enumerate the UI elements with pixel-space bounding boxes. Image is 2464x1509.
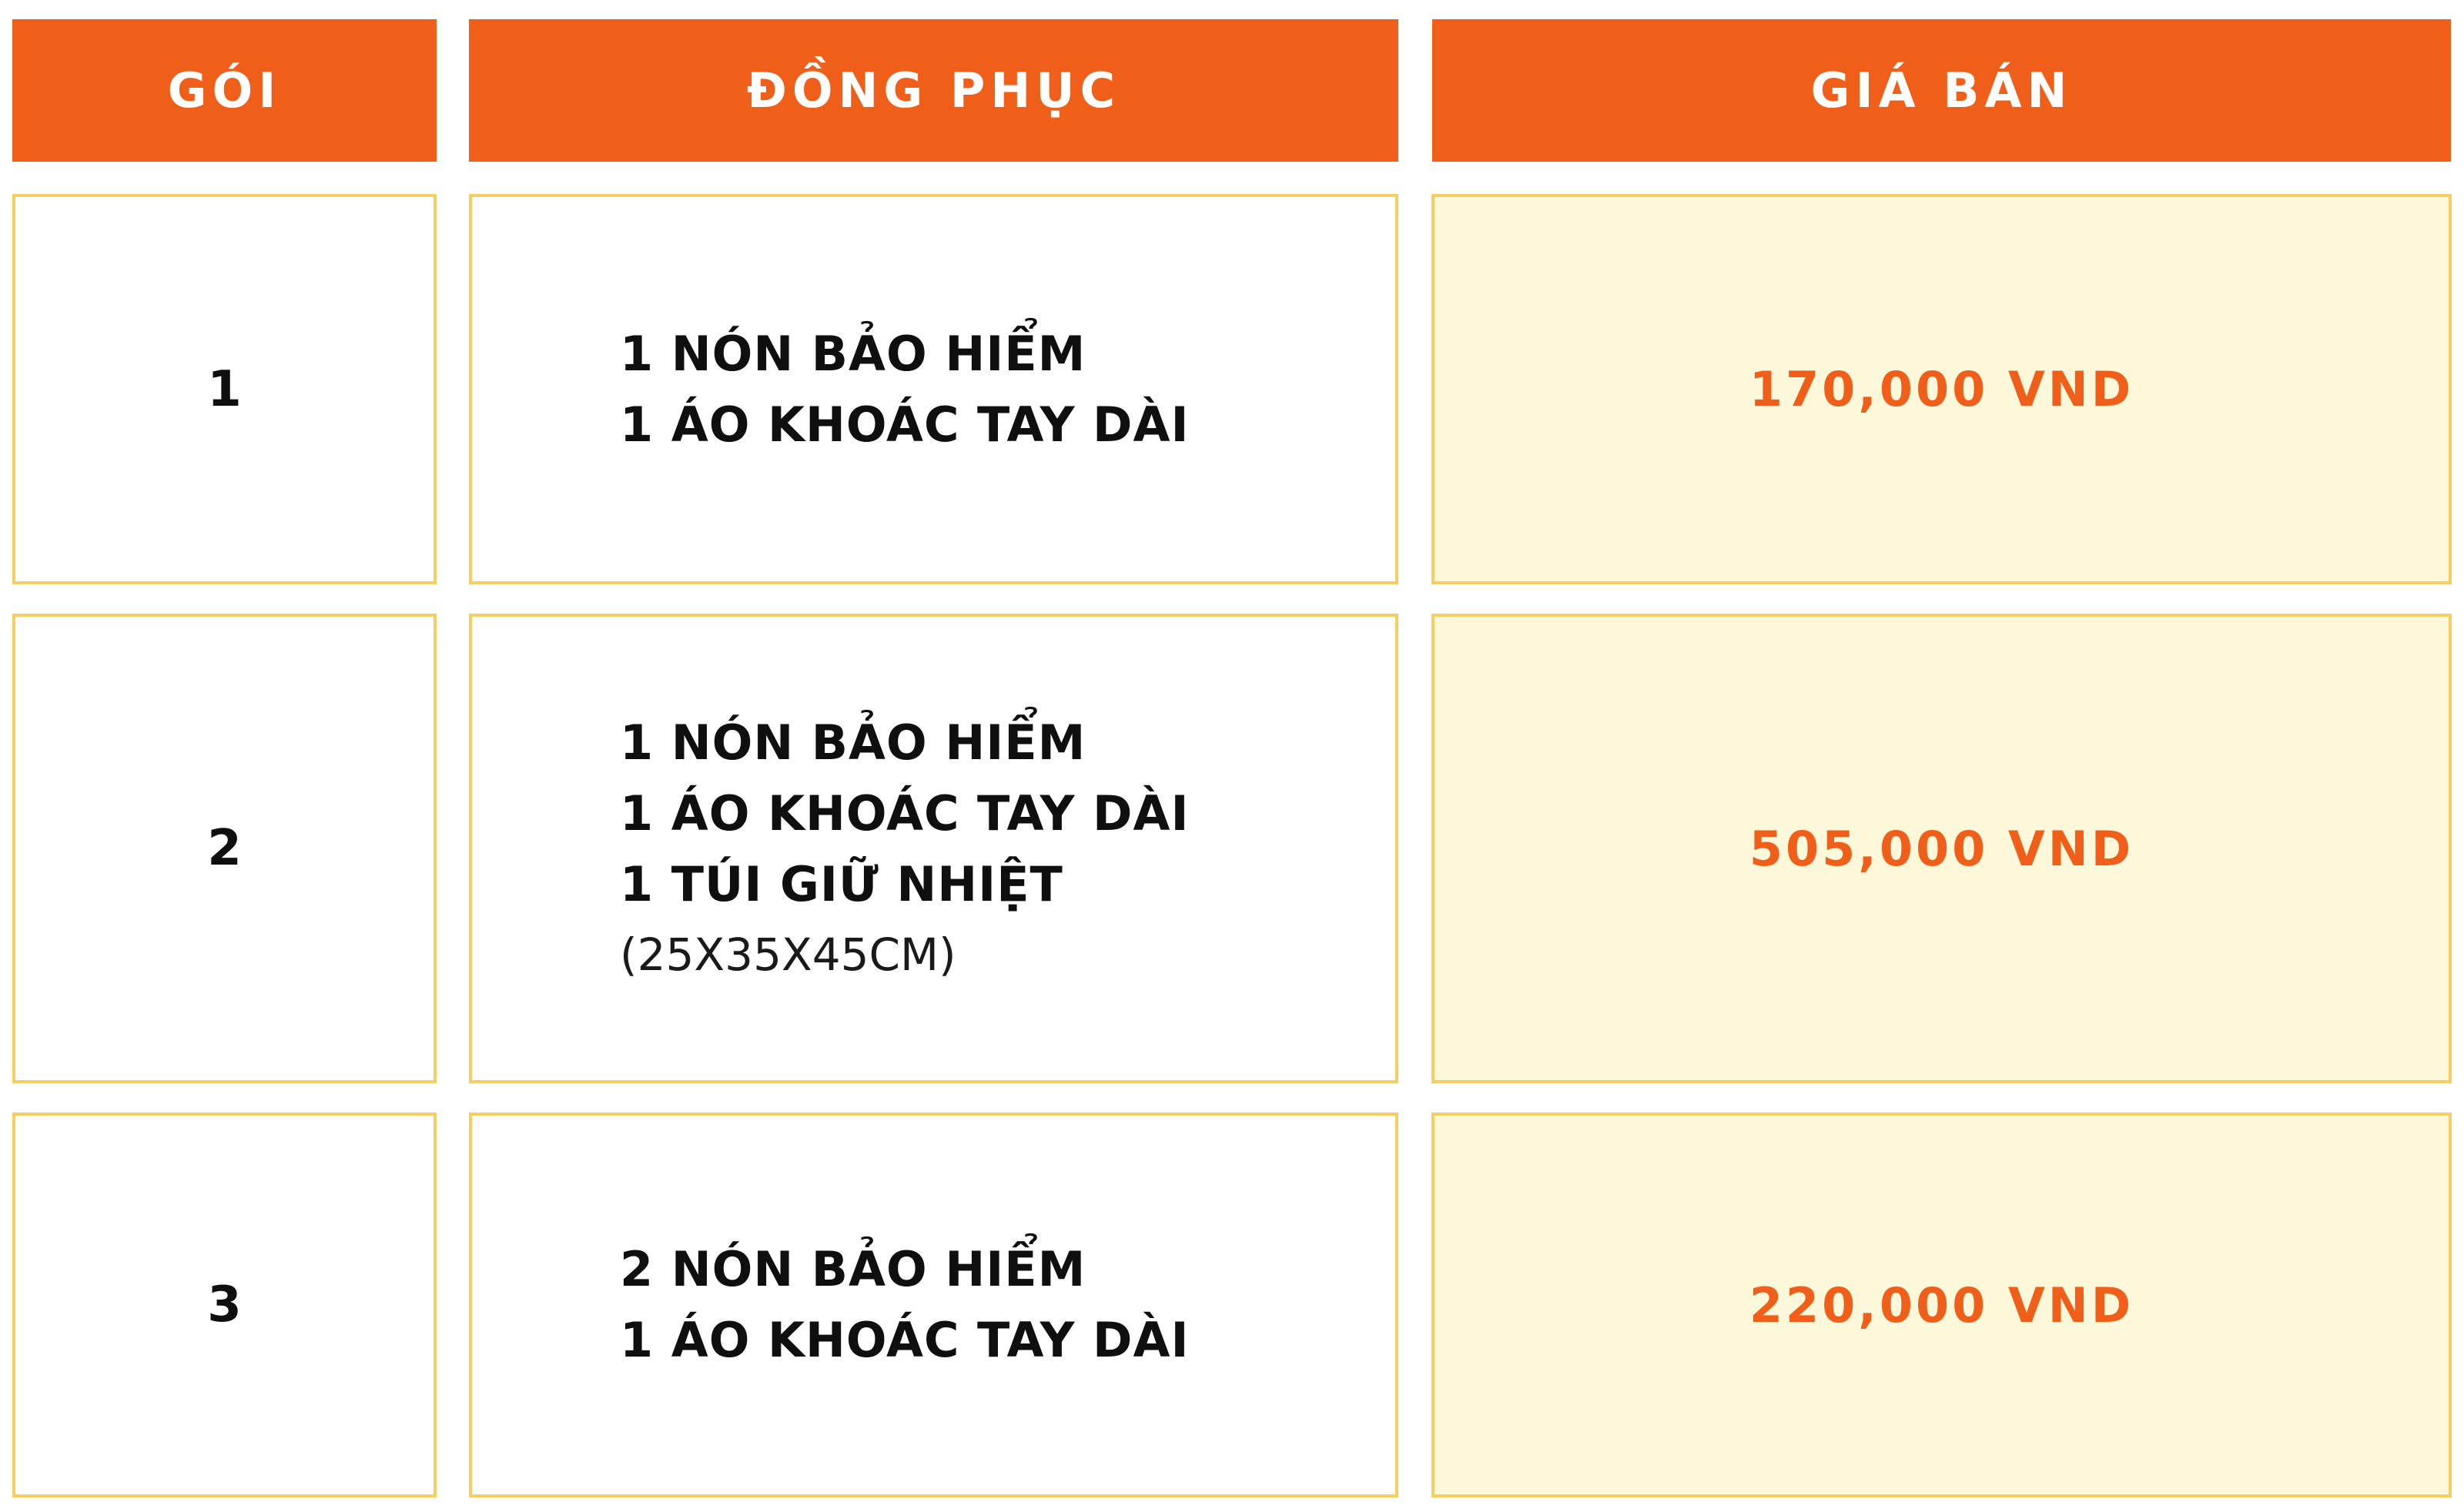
price-1: 170,000 VND	[1431, 194, 2452, 584]
item-size-note: (25X35X45CM)	[620, 928, 956, 981]
package-number-1: 1	[12, 194, 437, 584]
price-2: 505,000 VND	[1431, 614, 2452, 1083]
price-3: 220,000 VND	[1431, 1113, 2452, 1497]
uniform-items-1	[469, 194, 1398, 584]
item-list	[620, 708, 1190, 989]
item-list	[620, 1234, 1190, 1376]
item-line: 1 NÓN BẢO HIỂM	[620, 714, 1086, 771]
item-line: 2 NÓN BẢO HIỂM	[620, 1241, 1086, 1297]
header-package: GÓI	[12, 19, 437, 162]
item-line: 1 NÓN BẢO HIỂM	[620, 325, 1086, 382]
item-line: 1 TÚI GIỮ NHIỆT	[620, 856, 1063, 912]
header-uniform: ĐỒNG PHỤC	[469, 19, 1398, 162]
package-number-3: 3	[12, 1113, 437, 1497]
item-line: 1 ÁO KHOÁC TAY DÀI	[620, 785, 1190, 841]
item-list	[620, 319, 1190, 460]
package-number-2: 2	[12, 614, 437, 1083]
item-line: 1 ÁO KHOÁC TAY DÀI	[620, 396, 1190, 453]
item-line: 1 ÁO KHOÁC TAY DÀI	[620, 1312, 1190, 1368]
header-price: GIÁ BÁN	[1432, 19, 2451, 162]
uniform-items-2	[469, 614, 1398, 1083]
uniform-items-3	[469, 1113, 1398, 1497]
